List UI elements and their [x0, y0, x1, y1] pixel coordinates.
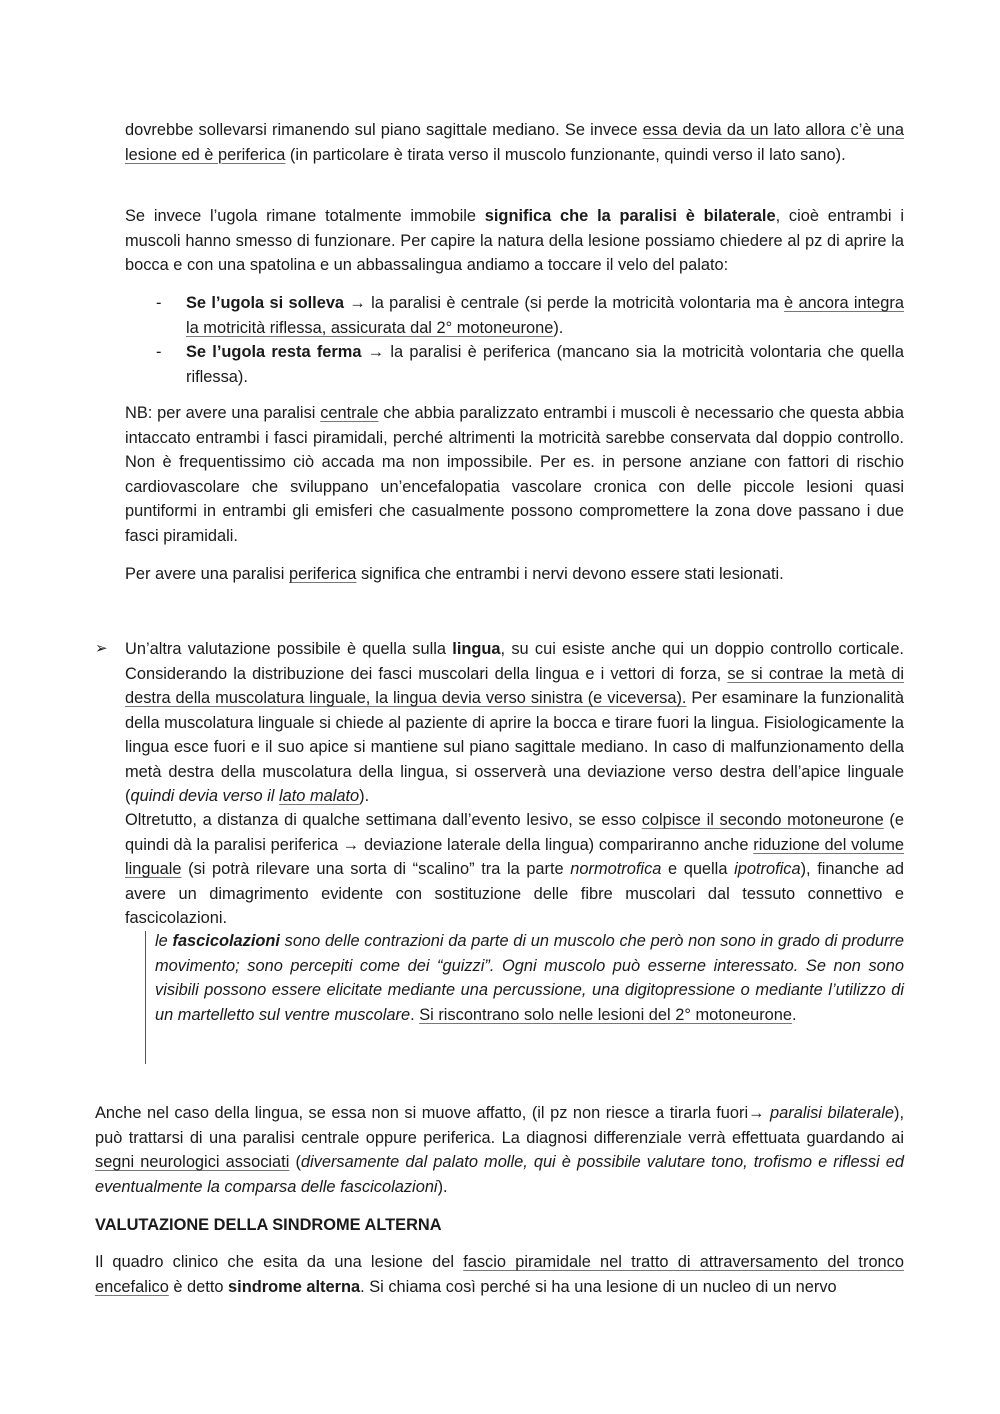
list-bullet: -	[156, 343, 162, 361]
list-bullet: -	[156, 294, 162, 312]
underlined-text: lato malato	[278, 787, 360, 805]
paragraph-palate-deviation: dovrebbe sollevarsi rimanendo sul piano sagittale mediano. Se invece essa devia da un lato allora c’è una lesione ed è periferica (in particolare è tirata verso il muscolo funzionante, quindi verso il lato sano).	[125, 121, 904, 164]
underlined-text: fascio piramidale nel tratto di attraversamento del tronco encefalico	[95, 1253, 904, 1296]
paragraph-alternate-syndrome: Il quadro clinico che esita da una lesione del fascio piramidale nel tratto di attraversamento del tronco encefalico è detto sindrome alterna. Si chiama così perché si ha una lesione di un nucleo di un nervo	[95, 1253, 904, 1296]
underlined-text: se si contrae la metà di destra della muscolatura linguale, la lingua devia verso sinistra (e viceversa).	[125, 664, 904, 707]
underlined-text: riduzione del volume linguale	[125, 835, 904, 878]
paragraph-nb-central: NB: per avere una paralisi centrale che abbia paralizzato entrambi i muscoli è necessario che questa abbia intaccato entrambi i fasci piramidali, perché altrimenti la motricità sarebbe conservata dal doppio controllo. Non è frequentissimo ciò accada ma non impossibile. Per es. in persone anziane con fattori di rischio cardiovascolare che sviluppano un’encefalopatia vascolare cronica con delle piccole lesioni quasi puntiformi in entrambi gli emisferi che casualmente possono compromettere la zona dove passano i due fasci piramidali.	[125, 404, 904, 545]
paragraph-tongue: Un’altra valutazione possibile è quella sulla lingua, su cui esiste anche qui un doppio controllo corticale. Considerando la distribuzione dei fasci muscolari della lingua e i vettori di forza, se si contrae la metà di destra della muscolatura linguale, la lingua devia verso sinistra (e viceversa). Per esaminare la funzionalità della muscolatura linguale si chiede al paziente di aprire la bocca e tirare fuori la lingua. Fisiologicamente la lingua esce fuori e il suo apice si mantiene sul piano sagittale mediano. In caso di malfunzionamento della metà destra della muscolatura della lingua, si osserverà una deviazione verso destra dell’apice linguale (quindi devia verso il lato malato).	[125, 640, 904, 805]
paragraph-peripheral: Per avere una paralisi periferica significa che entrambi i nervi devono essere stati lesionati.	[125, 565, 784, 583]
bold-text: lingua	[452, 640, 501, 658]
arrow-icon: →	[344, 294, 372, 312]
bold-text: sindrome alterna	[228, 1277, 361, 1296]
underlined-text: periferica	[289, 565, 357, 583]
underlined-text: Si riscontrano solo nelle lesioni del 2° motoneurone	[419, 1005, 793, 1024]
underlined-text: è ancora integra la motricità riflessa, assicurata dal 2° motoneurone	[186, 294, 904, 337]
quote-fasciculations: le fascicolazioni sono delle contrazioni da parte di un muscolo che però non sono in grado di produrre movimento; sono percepiti come dei “guizzi”. Ogni muscolo può esserne interessato. Se non sono visibili possono essere elicitate mediante una percussione, una digitopressione o mediante l’utilizzo di un martelletto sul ventre muscolare. Si riscontrano solo nelle lesioni del 2° motoneurone.	[155, 932, 905, 1024]
quote-border	[145, 931, 146, 1064]
bold-text: fascicolazioni	[172, 932, 280, 950]
paragraph-tongue-immobile: Anche nel caso della lingua, se essa non si muove affatto, (il pz non riesce a tirarla fuori→ paralisi bilaterale), può trattarsi di una paralisi centrale oppure periferica. La diagnosi differenziale verrà effettuata guardando ai segni neurologici associati (diversamente dal palato molle, qui è possibile valutare tono, trofismo e riflessi ed eventualmente la comparsa delle fascicolazioni).	[95, 1104, 904, 1196]
underlined-text: colpisce il secondo motoneurone	[641, 811, 884, 829]
bold-text: significa che la paralisi è bilaterale	[484, 207, 776, 225]
paragraph-uvula-immobile: Se invece l’ugola rimane totalmente immobile significa che la paralisi è bilaterale, cioè entrambi i muscoli hanno smesso di funzionare. Per capire la natura della lesione possiamo chiedere al pz di aprire la bocca e con una spatolina e un abbassalingua andiamo a toccare il velo del palato:	[125, 207, 904, 274]
underlined-text: essa devia da un lato allora c’è una lesione ed è periferica	[125, 121, 904, 164]
arrow-icon: →	[361, 343, 391, 361]
list-item: Se l’ugola resta ferma → la paralisi è periferica (mancano sia la motricità volontaria che quella riflessa).	[186, 343, 905, 386]
arrowhead-bullet-icon: ➢	[95, 640, 108, 657]
underlined-text: segni neurologici associati	[95, 1153, 290, 1171]
section-heading: VALUTAZIONE DELLA SINDROME ALTERNA	[95, 1216, 442, 1234]
paragraph-second-motoneuron: Oltretutto, a distanza di qualche settimana dall’evento lesivo, se esso colpisce il secondo motoneurone (e quindi dà la paralisi periferica → deviazione laterale della lingua) compariranno anche riduzione del volume linguale (si potrà rilevare una sorta di “scalino” tra la parte normotrofica e quella ipotrofica), finanche ad avere un dimagrimento evidente con sostituzione delle fibre muscolari dal tessuto connettivo e fascicolazioni.	[125, 811, 904, 927]
underlined-text: centrale	[320, 404, 379, 422]
list-item: Se l’ugola si solleva → la paralisi è centrale (si perde la motricità volontaria ma è ancora integra la motricità riflessa, assicurata dal 2° motoneurone).	[186, 294, 904, 337]
